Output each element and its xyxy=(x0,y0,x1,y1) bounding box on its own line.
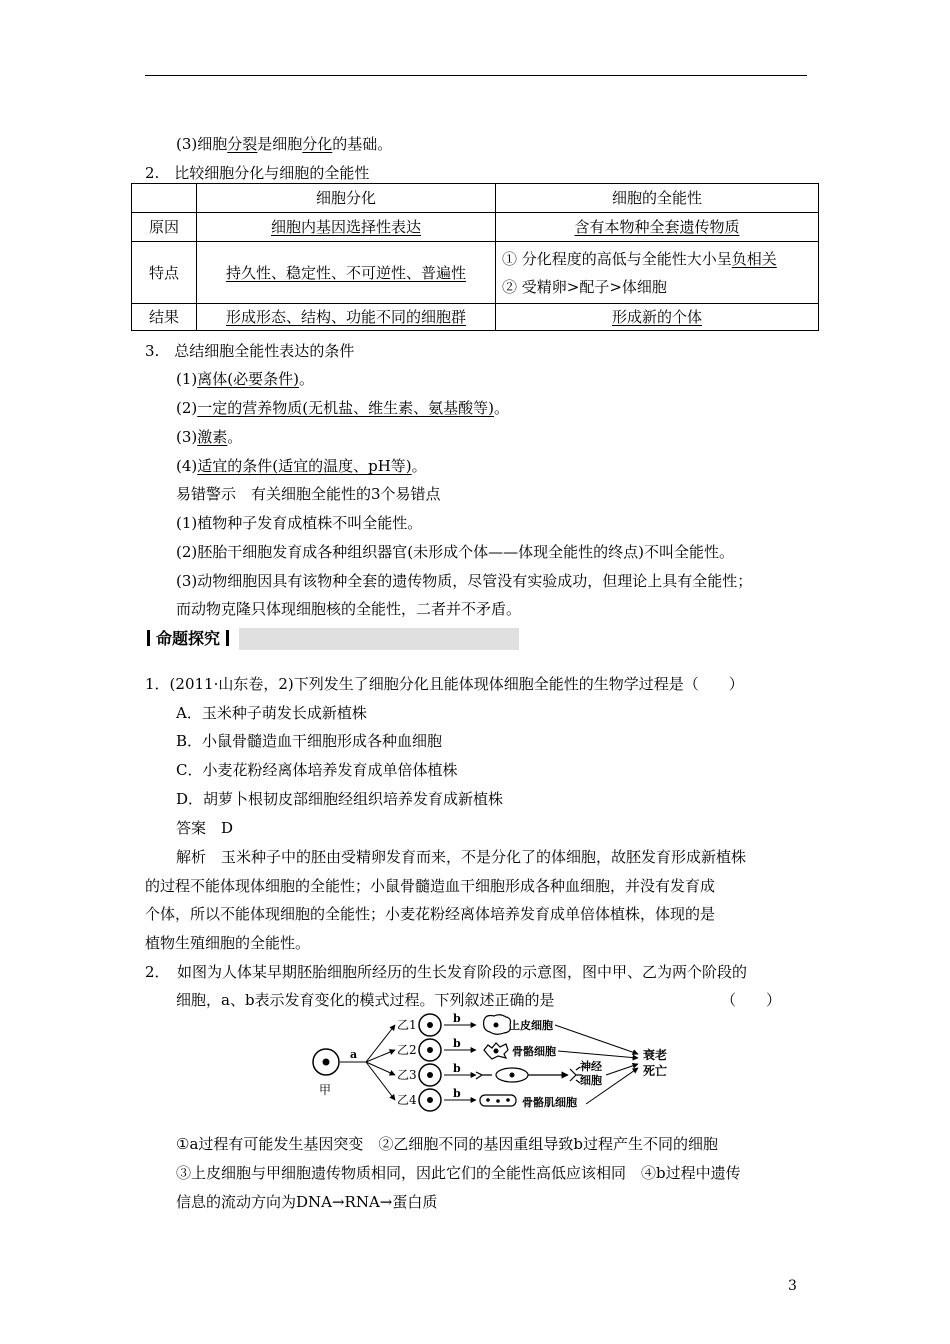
yi-label: 乙3 xyxy=(397,1068,417,1082)
q1-answer: 答案 D xyxy=(176,819,234,837)
process-a-label: a xyxy=(350,1048,358,1061)
q2-stem: 细胞，a、b表示发育变化的模式过程。下列叙述正确的是 xyxy=(176,991,555,1009)
table-cell xyxy=(496,242,819,304)
yi-cell xyxy=(419,1089,441,1111)
condition-item xyxy=(176,427,242,447)
q1-option: C．小麦花粉经离体培养发育成单倍体植株 xyxy=(176,761,458,779)
warning-item: (2)胚胎干细胞发育成各种组织器官(未形成个体——体现全能性的终点)不叫全能性。 xyxy=(176,543,734,561)
underlined-answer: 激素 xyxy=(197,428,228,446)
cell-label-bone: 骨骼细胞 xyxy=(512,1045,556,1058)
intro-item-3 xyxy=(176,134,392,154)
underlined-answer: 细胞内基因选择性表达 xyxy=(270,218,421,236)
banner-bar xyxy=(226,630,229,646)
q2-statement-line: 信息的流动方向为DNA→RNA→蛋白质 xyxy=(176,1193,438,1211)
muscle-cell-shape xyxy=(480,1095,516,1106)
header-rule xyxy=(145,75,807,76)
table-cell xyxy=(197,242,496,304)
table-header-cell xyxy=(132,184,197,213)
row-label: 原因 xyxy=(132,213,197,242)
cell-label-epithelial: 上皮细胞 xyxy=(509,1019,553,1032)
text: (3)细胞 xyxy=(176,135,228,153)
aging-arrow xyxy=(555,1025,638,1054)
table-cell xyxy=(197,304,496,331)
q2-answer-bracket: （ ） xyxy=(721,991,782,1009)
q1-analysis-line: 个体，所以不能体现细胞的全能性；小麦花粉经离体培养发育成单倍体植株，体现的是 xyxy=(145,905,716,923)
condition-item xyxy=(176,398,509,418)
underlined-answer: 一定的营养物质(无机盐、维生素、氨基酸等) xyxy=(197,399,494,417)
q1-option: D．胡萝卜根韧皮部细胞经组织培养发育成新植株 xyxy=(176,790,504,808)
table-cell xyxy=(496,213,819,242)
text: (2) xyxy=(176,399,198,417)
jia-cell xyxy=(313,1049,339,1075)
table-cell xyxy=(496,304,819,331)
warning-item: 而动物克隆只体现细胞核的全能性，二者并不矛盾。 xyxy=(176,600,522,618)
warning-title: 易错警示 有关细胞全能性的3个易错点 xyxy=(176,485,441,503)
bone-cell-shape xyxy=(484,1043,508,1059)
text: 。 xyxy=(411,457,427,475)
table-row xyxy=(132,304,819,331)
condition-item xyxy=(176,456,427,476)
yi-cell xyxy=(419,1064,441,1086)
text: (1) xyxy=(176,370,198,388)
q1-analysis-line: 的过程不能体现体细胞的全能性；小鼠骨髓造血干细胞形成各种血细胞，并没有发育成 xyxy=(145,877,716,895)
q1-option: A．玉米种子萌发长成新植株 xyxy=(176,704,367,722)
q1-analysis-line: 解析 玉米种子中的胚由受精卵发育而来，不是分化了的体细胞，故胚发育形成新植株 xyxy=(176,848,747,866)
underlined-answer: 形成形态、结构、功能不同的细胞群 xyxy=(225,308,466,326)
epithelial-cell-shape xyxy=(484,1015,511,1035)
aging-arrow xyxy=(606,1064,638,1075)
process-b-label: b xyxy=(453,1062,461,1075)
branch-arrow xyxy=(366,1062,395,1100)
table-row xyxy=(132,213,819,242)
row-label: 特点 xyxy=(132,242,197,304)
underlined-answer: 负相关 xyxy=(731,249,777,268)
page-number: 3 xyxy=(788,1278,797,1294)
aging-arrow xyxy=(558,1051,638,1058)
jia-label: 甲 xyxy=(319,1083,332,1097)
condition-item xyxy=(176,369,314,389)
row-label: 结果 xyxy=(132,304,197,331)
cell-label-nerve: 神经 xyxy=(580,1060,602,1073)
section-banner-title xyxy=(145,628,239,650)
yi-label: 乙1 xyxy=(397,1018,417,1032)
underlined-answer: 持久性、稳定性、不可逆性、普遍性 xyxy=(225,263,466,282)
table-row xyxy=(132,242,819,304)
q2-statement-line: ①a过程有可能发生基因突变 ②乙细胞不同的基因重组导致b过程产生不同的细胞 xyxy=(176,1135,718,1153)
q1-stem: 1．(2011·山东卷，2)下列发生了细胞分化且能体现体细胞全能性的生物学过程是（ ） xyxy=(145,675,744,693)
section2-heading: 2. 比较细胞分化与细胞的全能性 xyxy=(145,164,370,182)
process-b-label: b xyxy=(453,1037,461,1050)
process-b-label: b xyxy=(453,1012,461,1025)
warning-item: (1)植物种子发育成植株不叫全能性。 xyxy=(176,514,423,532)
text: (4) xyxy=(176,457,198,475)
q1-analysis-line: 植物生殖细胞的全能性。 xyxy=(145,934,311,952)
q2-stem: 2． 如图为人体某早期胚胎细胞所经历的生长发育阶段的示意图，图中甲、乙为两个阶段的 xyxy=(145,963,748,981)
cell-development-diagram xyxy=(300,1012,700,1122)
yi-label: 乙2 xyxy=(397,1043,417,1057)
q2-statement-line: ③上皮细胞与甲细胞遗传物质相同，因此它们的全能性高低应该相同 ④b过程中遗传 xyxy=(176,1164,741,1182)
q1-option: B．小鼠骨髓造血干细胞形成各种血细胞 xyxy=(176,732,443,750)
underlined-answer: 适宜的条件(适宜的温度、pH等) xyxy=(197,457,412,475)
text: 的基础。 xyxy=(332,135,393,153)
text: (3) xyxy=(176,428,198,446)
yi-label: 乙4 xyxy=(397,1093,417,1107)
section3-heading: 3. 总结细胞全能性表达的条件 xyxy=(145,342,355,360)
text: 。 xyxy=(227,428,243,446)
cell-label-muscle: 骨骼肌细胞 xyxy=(522,1096,577,1109)
table-header-row xyxy=(132,184,819,213)
process-b-label: b xyxy=(453,1087,461,1100)
underlined-answer: 含有本物种全套遗传物质 xyxy=(574,218,740,236)
comparison-table xyxy=(131,183,819,331)
banner-text: 命题探究 xyxy=(156,629,221,648)
underlined-answer: 分化 xyxy=(302,135,333,153)
text: 。 xyxy=(493,399,509,417)
table-cell xyxy=(197,213,496,242)
underlined-answer: 分裂 xyxy=(227,135,258,153)
feature-line-2: ② 受精卵>配子>体细胞 xyxy=(502,277,667,296)
text: 。 xyxy=(298,370,314,388)
nerve-cell-shape xyxy=(476,1067,582,1083)
text: 是细胞 xyxy=(257,135,303,153)
banner-bar xyxy=(147,630,150,646)
underlined-answer: 形成新的个体 xyxy=(611,308,702,326)
warning-item: (3)动物细胞因具有该物种全套的遗传物质，尽管没有实验成功，但理论上具有全能性； xyxy=(176,572,753,590)
yi-cell xyxy=(419,1014,441,1036)
underlined-answer: 离体(必要条件) xyxy=(197,370,299,388)
text: ① 分化程度的高低与全能性大小呈 xyxy=(502,249,732,268)
yi-cell xyxy=(419,1039,441,1061)
cell-label-nerve: 细胞 xyxy=(580,1074,602,1087)
feature-line-1 xyxy=(502,245,818,273)
aging-label: 衰老 xyxy=(643,1048,668,1062)
death-label: 死亡 xyxy=(643,1064,668,1078)
table-header-cell: 细胞的全能性 xyxy=(496,184,819,213)
table-header-cell: 细胞分化 xyxy=(197,184,496,213)
